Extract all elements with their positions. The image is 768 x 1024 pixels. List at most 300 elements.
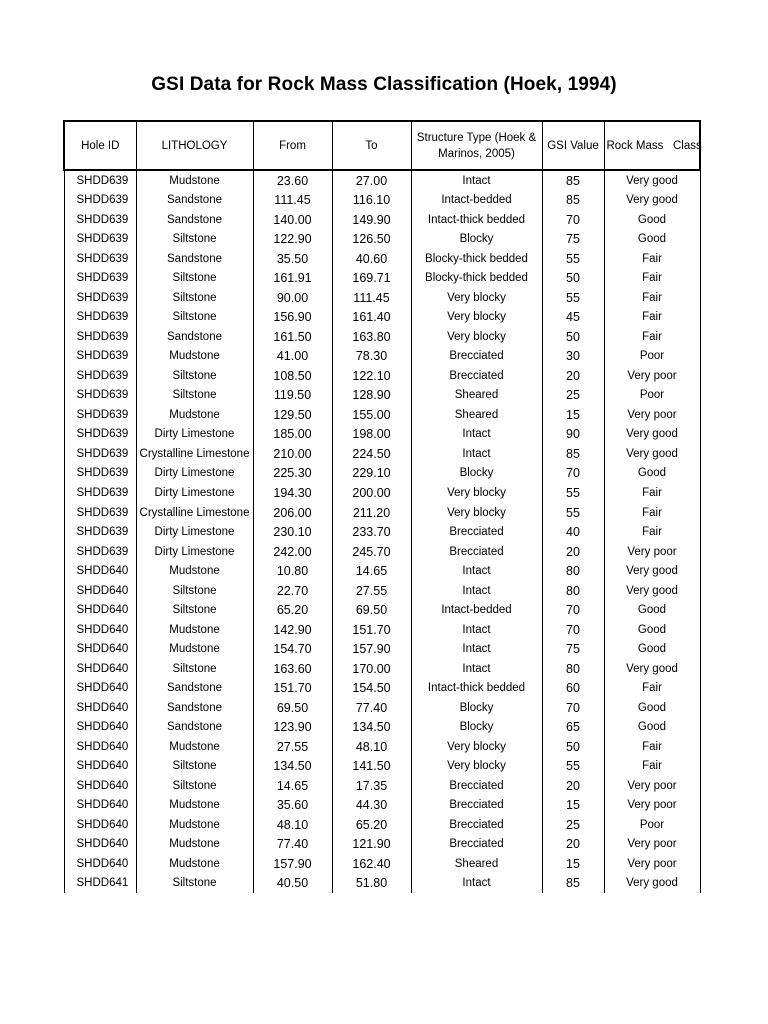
hole-id-cell: SHDD639 <box>64 483 136 503</box>
to-cell: 128.90 <box>332 386 411 406</box>
to-cell: 170.00 <box>332 659 411 679</box>
from-cell: 10.80 <box>253 561 332 581</box>
gsi-value-cell: 50 <box>542 737 604 757</box>
gsi-value-cell: 85 <box>542 191 604 211</box>
gsi-value-cell: 70 <box>542 620 604 640</box>
rock-mass-class-cell: Good <box>604 600 700 620</box>
rock-mass-class-cell: Fair <box>604 483 700 503</box>
hole-id-cell: SHDD639 <box>64 542 136 562</box>
to-cell: 126.50 <box>332 230 411 250</box>
hole-id-cell: SHDD639 <box>64 425 136 445</box>
from-cell: 108.50 <box>253 366 332 386</box>
from-cell: 154.70 <box>253 639 332 659</box>
lithology-cell: Mudstone <box>136 561 253 581</box>
rock-mass-class-cell: Very poor <box>604 776 700 796</box>
from-cell: 206.00 <box>253 503 332 523</box>
table-row <box>64 659 700 679</box>
header-gsi-value: GSI Value <box>542 121 604 170</box>
table-row <box>64 366 700 386</box>
table-row <box>64 230 700 250</box>
table-row <box>64 835 700 855</box>
rock-mass-class-cell: Very poor <box>604 854 700 874</box>
structure-type-cell: Sheared <box>411 386 542 406</box>
table-row <box>64 698 700 718</box>
to-cell: 116.10 <box>332 191 411 211</box>
lithology-cell: Dirty Limestone <box>136 464 253 484</box>
gsi-value-cell: 80 <box>542 581 604 601</box>
table-row <box>64 561 700 581</box>
lithology-cell: Siltstone <box>136 230 253 250</box>
table-row <box>64 327 700 347</box>
structure-type-cell: Intact <box>411 170 542 191</box>
to-cell: 134.50 <box>332 717 411 737</box>
to-cell: 69.50 <box>332 600 411 620</box>
hole-id-cell: SHDD640 <box>64 600 136 620</box>
from-cell: 230.10 <box>253 522 332 542</box>
hole-id-cell: SHDD639 <box>64 288 136 308</box>
structure-type-cell: Intact-thick bedded <box>411 210 542 230</box>
lithology-cell: Mudstone <box>136 835 253 855</box>
to-cell: 163.80 <box>332 327 411 347</box>
rock-mass-class-cell: Very good <box>604 444 700 464</box>
hole-id-cell: SHDD640 <box>64 581 136 601</box>
hole-id-cell: SHDD640 <box>64 698 136 718</box>
rock-mass-class-cell: Poor <box>604 347 700 367</box>
lithology-cell: Siltstone <box>136 269 253 289</box>
hole-id-cell: SHDD641 <box>64 874 136 894</box>
rock-mass-class-cell: Fair <box>604 756 700 776</box>
hole-id-cell: SHDD639 <box>64 170 136 191</box>
to-cell: 211.20 <box>332 503 411 523</box>
from-cell: 119.50 <box>253 386 332 406</box>
to-cell: 14.65 <box>332 561 411 581</box>
gsi-value-cell: 55 <box>542 756 604 776</box>
from-cell: 90.00 <box>253 288 332 308</box>
rock-mass-class-cell: Good <box>604 717 700 737</box>
hole-id-cell: SHDD639 <box>64 347 136 367</box>
from-cell: 35.60 <box>253 796 332 816</box>
structure-type-cell: Sheared <box>411 405 542 425</box>
from-cell: 134.50 <box>253 756 332 776</box>
structure-type-cell: Brecciated <box>411 796 542 816</box>
table-row <box>64 405 700 425</box>
gsi-value-cell: 70 <box>542 464 604 484</box>
table-row <box>64 386 700 406</box>
gsi-value-cell: 25 <box>542 386 604 406</box>
hole-id-cell: SHDD640 <box>64 620 136 640</box>
lithology-cell: Sandstone <box>136 249 253 269</box>
rock-mass-class-cell: Very poor <box>604 405 700 425</box>
rock-mass-class-cell: Very poor <box>604 835 700 855</box>
gsi-value-cell: 80 <box>542 659 604 679</box>
structure-type-cell: Very blocky <box>411 483 542 503</box>
hole-id-cell: SHDD640 <box>64 737 136 757</box>
hole-id-cell: SHDD639 <box>64 444 136 464</box>
gsi-data-table <box>63 120 701 893</box>
rock-mass-class-cell: Very good <box>604 581 700 601</box>
lithology-cell: Siltstone <box>136 288 253 308</box>
table-row <box>64 854 700 874</box>
rock-mass-class-cell: Fair <box>604 288 700 308</box>
from-cell: 157.90 <box>253 854 332 874</box>
table-row <box>64 269 700 289</box>
from-cell: 122.90 <box>253 230 332 250</box>
from-cell: 22.70 <box>253 581 332 601</box>
lithology-cell: Mudstone <box>136 620 253 640</box>
from-cell: 35.50 <box>253 249 332 269</box>
header-lithology: LITHOLOGY <box>136 121 253 170</box>
table-row <box>64 542 700 562</box>
gsi-value-cell: 55 <box>542 503 604 523</box>
page-title: GSI Data for Rock Mass Classification (Hoek, 1994) <box>151 74 617 95</box>
lithology-cell: Siltstone <box>136 581 253 601</box>
to-cell: 229.10 <box>332 464 411 484</box>
from-cell: 129.50 <box>253 405 332 425</box>
hole-id-cell: SHDD640 <box>64 796 136 816</box>
gsi-value-cell: 20 <box>542 542 604 562</box>
structure-type-cell: Very blocky <box>411 327 542 347</box>
lithology-cell: Sandstone <box>136 717 253 737</box>
table-header <box>64 121 700 170</box>
table-row <box>64 522 700 542</box>
gsi-value-cell: 30 <box>542 347 604 367</box>
lithology-cell: Sandstone <box>136 210 253 230</box>
to-cell: 198.00 <box>332 425 411 445</box>
gsi-value-cell: 65 <box>542 717 604 737</box>
rock-mass-class-cell: Good <box>604 620 700 640</box>
table-row <box>64 581 700 601</box>
lithology-cell: Mudstone <box>136 347 253 367</box>
lithology-cell: Mudstone <box>136 737 253 757</box>
from-cell: 161.50 <box>253 327 332 347</box>
rock-mass-class-cell: Very good <box>604 561 700 581</box>
header-structure-type: Structure Type (Hoek & Marinos, 2005) <box>411 121 542 170</box>
table-row <box>64 796 700 816</box>
from-cell: 69.50 <box>253 698 332 718</box>
from-cell: 123.90 <box>253 717 332 737</box>
hole-id-cell: SHDD639 <box>64 269 136 289</box>
to-cell: 121.90 <box>332 835 411 855</box>
table-row <box>64 737 700 757</box>
gsi-value-cell: 60 <box>542 678 604 698</box>
from-cell: 23.60 <box>253 170 332 191</box>
table-row <box>64 874 700 894</box>
lithology-cell: Siltstone <box>136 659 253 679</box>
lithology-cell: Mudstone <box>136 405 253 425</box>
from-cell: 161.91 <box>253 269 332 289</box>
table-row <box>64 620 700 640</box>
to-cell: 224.50 <box>332 444 411 464</box>
from-cell: 77.40 <box>253 835 332 855</box>
structure-type-cell: Very blocky <box>411 737 542 757</box>
hole-id-cell: SHDD639 <box>64 327 136 347</box>
table-row <box>64 444 700 464</box>
rock-mass-class-cell: Fair <box>604 249 700 269</box>
hole-id-cell: SHDD639 <box>64 366 136 386</box>
gsi-value-cell: 75 <box>542 639 604 659</box>
rock-mass-class-cell: Very good <box>604 659 700 679</box>
to-cell: 78.30 <box>332 347 411 367</box>
lithology-cell: Dirty Limestone <box>136 522 253 542</box>
header-hole-id: Hole ID <box>64 121 136 170</box>
structure-type-cell: Very blocky <box>411 503 542 523</box>
table-row <box>64 464 700 484</box>
hole-id-cell: SHDD640 <box>64 561 136 581</box>
structure-type-cell: Brecciated <box>411 776 542 796</box>
to-cell: 122.10 <box>332 366 411 386</box>
structure-type-cell: Intact-bedded <box>411 600 542 620</box>
structure-type-cell: Intact <box>411 639 542 659</box>
from-cell: 242.00 <box>253 542 332 562</box>
from-cell: 48.10 <box>253 815 332 835</box>
to-cell: 154.50 <box>332 678 411 698</box>
lithology-cell: Dirty Limestone <box>136 542 253 562</box>
lithology-cell: Mudstone <box>136 854 253 874</box>
to-cell: 17.35 <box>332 776 411 796</box>
hole-id-cell: SHDD640 <box>64 678 136 698</box>
from-cell: 185.00 <box>253 425 332 445</box>
from-cell: 210.00 <box>253 444 332 464</box>
hole-id-cell: SHDD639 <box>64 210 136 230</box>
structure-type-cell: Brecciated <box>411 522 542 542</box>
hole-id-cell: SHDD640 <box>64 854 136 874</box>
structure-type-cell: Blocky-thick bedded <box>411 249 542 269</box>
rock-mass-class-cell: Very poor <box>604 542 700 562</box>
structure-type-cell: Brecciated <box>411 835 542 855</box>
lithology-cell: Mudstone <box>136 639 253 659</box>
table-row <box>64 170 700 191</box>
structure-type-cell: Intact <box>411 581 542 601</box>
gsi-value-cell: 85 <box>542 170 604 191</box>
gsi-value-cell: 15 <box>542 796 604 816</box>
rock-mass-class-cell: Fair <box>604 522 700 542</box>
table-row <box>64 776 700 796</box>
lithology-cell: Mudstone <box>136 796 253 816</box>
from-cell: 140.00 <box>253 210 332 230</box>
structure-type-cell: Brecciated <box>411 815 542 835</box>
from-cell: 142.90 <box>253 620 332 640</box>
gsi-value-cell: 70 <box>542 698 604 718</box>
gsi-value-cell: 15 <box>542 854 604 874</box>
hole-id-cell: SHDD640 <box>64 717 136 737</box>
gsi-value-cell: 25 <box>542 815 604 835</box>
to-cell: 233.70 <box>332 522 411 542</box>
header-from: From <box>253 121 332 170</box>
from-cell: 225.30 <box>253 464 332 484</box>
gsi-value-cell: 50 <box>542 327 604 347</box>
lithology-cell: Siltstone <box>136 756 253 776</box>
from-cell: 156.90 <box>253 308 332 328</box>
structure-type-cell: Very blocky <box>411 756 542 776</box>
lithology-cell: Siltstone <box>136 776 253 796</box>
table-row <box>64 639 700 659</box>
table-row <box>64 425 700 445</box>
table-row <box>64 288 700 308</box>
from-cell: 163.60 <box>253 659 332 679</box>
hole-id-cell: SHDD639 <box>64 405 136 425</box>
to-cell: 44.30 <box>332 796 411 816</box>
to-cell: 141.50 <box>332 756 411 776</box>
gsi-value-cell: 55 <box>542 249 604 269</box>
from-cell: 151.70 <box>253 678 332 698</box>
structure-type-cell: Sheared <box>411 854 542 874</box>
table-row <box>64 815 700 835</box>
rock-mass-class-cell: Good <box>604 464 700 484</box>
gsi-value-cell: 55 <box>542 483 604 503</box>
table-row <box>64 308 700 328</box>
to-cell: 200.00 <box>332 483 411 503</box>
structure-type-cell: Brecciated <box>411 542 542 562</box>
to-cell: 48.10 <box>332 737 411 757</box>
rock-mass-class-cell: Fair <box>604 327 700 347</box>
gsi-value-cell: 85 <box>542 444 604 464</box>
to-cell: 151.70 <box>332 620 411 640</box>
lithology-cell: Siltstone <box>136 308 253 328</box>
hole-id-cell: SHDD640 <box>64 835 136 855</box>
table-row <box>64 210 700 230</box>
rock-mass-class-cell: Fair <box>604 503 700 523</box>
hole-id-cell: SHDD639 <box>64 464 136 484</box>
hole-id-cell: SHDD639 <box>64 230 136 250</box>
gsi-value-cell: 85 <box>542 874 604 894</box>
from-cell: 41.00 <box>253 347 332 367</box>
rock-mass-class-cell: Poor <box>604 386 700 406</box>
to-cell: 155.00 <box>332 405 411 425</box>
lithology-cell: Crystalline Limestone <box>136 503 253 523</box>
table-row <box>64 678 700 698</box>
table-row <box>64 600 700 620</box>
from-cell: 111.45 <box>253 191 332 211</box>
to-cell: 51.80 <box>332 874 411 894</box>
to-cell: 169.71 <box>332 269 411 289</box>
structure-type-cell: Intact-bedded <box>411 191 542 211</box>
table-row <box>64 249 700 269</box>
lithology-cell: Siltstone <box>136 600 253 620</box>
to-cell: 27.55 <box>332 581 411 601</box>
gsi-value-cell: 90 <box>542 425 604 445</box>
to-cell: 27.00 <box>332 170 411 191</box>
to-cell: 65.20 <box>332 815 411 835</box>
structure-type-cell: Brecciated <box>411 347 542 367</box>
gsi-value-cell: 15 <box>542 405 604 425</box>
rock-mass-class-cell: Fair <box>604 737 700 757</box>
to-cell: 77.40 <box>332 698 411 718</box>
to-cell: 162.40 <box>332 854 411 874</box>
to-cell: 40.60 <box>332 249 411 269</box>
rock-mass-class-cell: Good <box>604 698 700 718</box>
from-cell: 65.20 <box>253 600 332 620</box>
structure-type-cell: Intact <box>411 444 542 464</box>
structure-type-cell: Intact <box>411 425 542 445</box>
rock-mass-class-cell: Very good <box>604 874 700 894</box>
gsi-value-cell: 80 <box>542 561 604 581</box>
to-cell: 161.40 <box>332 308 411 328</box>
hole-id-cell: SHDD640 <box>64 815 136 835</box>
from-cell: 40.50 <box>253 874 332 894</box>
rock-mass-class-cell: Fair <box>604 308 700 328</box>
hole-id-cell: SHDD640 <box>64 659 136 679</box>
rock-mass-class-cell: Fair <box>604 678 700 698</box>
gsi-value-cell: 70 <box>542 210 604 230</box>
lithology-cell: Dirty Limestone <box>136 483 253 503</box>
structure-type-cell: Intact <box>411 620 542 640</box>
hole-id-cell: SHDD639 <box>64 503 136 523</box>
rock-mass-class-cell: Very poor <box>604 366 700 386</box>
rock-mass-class-cell: Very good <box>604 170 700 191</box>
rock-mass-class-cell: Very poor <box>604 796 700 816</box>
hole-id-cell: SHDD639 <box>64 386 136 406</box>
table-body <box>64 170 700 893</box>
hole-id-cell: SHDD640 <box>64 639 136 659</box>
to-cell: 157.90 <box>332 639 411 659</box>
hole-id-cell: SHDD639 <box>64 308 136 328</box>
hole-id-cell: SHDD639 <box>64 249 136 269</box>
header-row <box>64 121 700 170</box>
rock-mass-class-cell: Good <box>604 210 700 230</box>
lithology-cell: Siltstone <box>136 366 253 386</box>
table-row <box>64 717 700 737</box>
structure-type-cell: Intact <box>411 561 542 581</box>
from-cell: 27.55 <box>253 737 332 757</box>
structure-type-cell: Blocky <box>411 698 542 718</box>
table-row <box>64 347 700 367</box>
header-rock-mass-class: Rock Mass Class <box>604 121 700 170</box>
structure-type-cell: Blocky-thick bedded <box>411 269 542 289</box>
structure-type-cell: Very blocky <box>411 308 542 328</box>
gsi-value-cell: 70 <box>542 600 604 620</box>
to-cell: 245.70 <box>332 542 411 562</box>
hole-id-cell: SHDD639 <box>64 522 136 542</box>
structure-type-cell: Brecciated <box>411 366 542 386</box>
header-to: To <box>332 121 411 170</box>
lithology-cell: Sandstone <box>136 327 253 347</box>
structure-type-cell: Intact-thick bedded <box>411 678 542 698</box>
rock-mass-class-cell: Good <box>604 639 700 659</box>
gsi-value-cell: 45 <box>542 308 604 328</box>
structure-type-cell: Intact <box>411 659 542 679</box>
lithology-cell: Sandstone <box>136 698 253 718</box>
hole-id-cell: SHDD640 <box>64 756 136 776</box>
table-row <box>64 756 700 776</box>
gsi-value-cell: 40 <box>542 522 604 542</box>
table-row <box>64 191 700 211</box>
structure-type-cell: Blocky <box>411 464 542 484</box>
rock-mass-class-cell: Very good <box>604 191 700 211</box>
gsi-value-cell: 50 <box>542 269 604 289</box>
from-cell: 194.30 <box>253 483 332 503</box>
lithology-cell: Siltstone <box>136 874 253 894</box>
rock-mass-class-cell: Good <box>604 230 700 250</box>
lithology-cell: Crystalline Limestone <box>136 444 253 464</box>
lithology-cell: Sandstone <box>136 678 253 698</box>
hole-id-cell: SHDD639 <box>64 191 136 211</box>
to-cell: 149.90 <box>332 210 411 230</box>
lithology-cell: Siltstone <box>136 386 253 406</box>
structure-type-cell: Blocky <box>411 230 542 250</box>
gsi-value-cell: 20 <box>542 776 604 796</box>
structure-type-cell: Intact <box>411 874 542 894</box>
table-row <box>64 503 700 523</box>
lithology-cell: Dirty Limestone <box>136 425 253 445</box>
rock-mass-class-cell: Fair <box>604 269 700 289</box>
table-row <box>64 483 700 503</box>
lithology-cell: Mudstone <box>136 170 253 191</box>
lithology-cell: Sandstone <box>136 191 253 211</box>
structure-type-cell: Blocky <box>411 717 542 737</box>
rock-mass-class-cell: Very good <box>604 425 700 445</box>
lithology-cell: Mudstone <box>136 815 253 835</box>
gsi-value-cell: 20 <box>542 366 604 386</box>
